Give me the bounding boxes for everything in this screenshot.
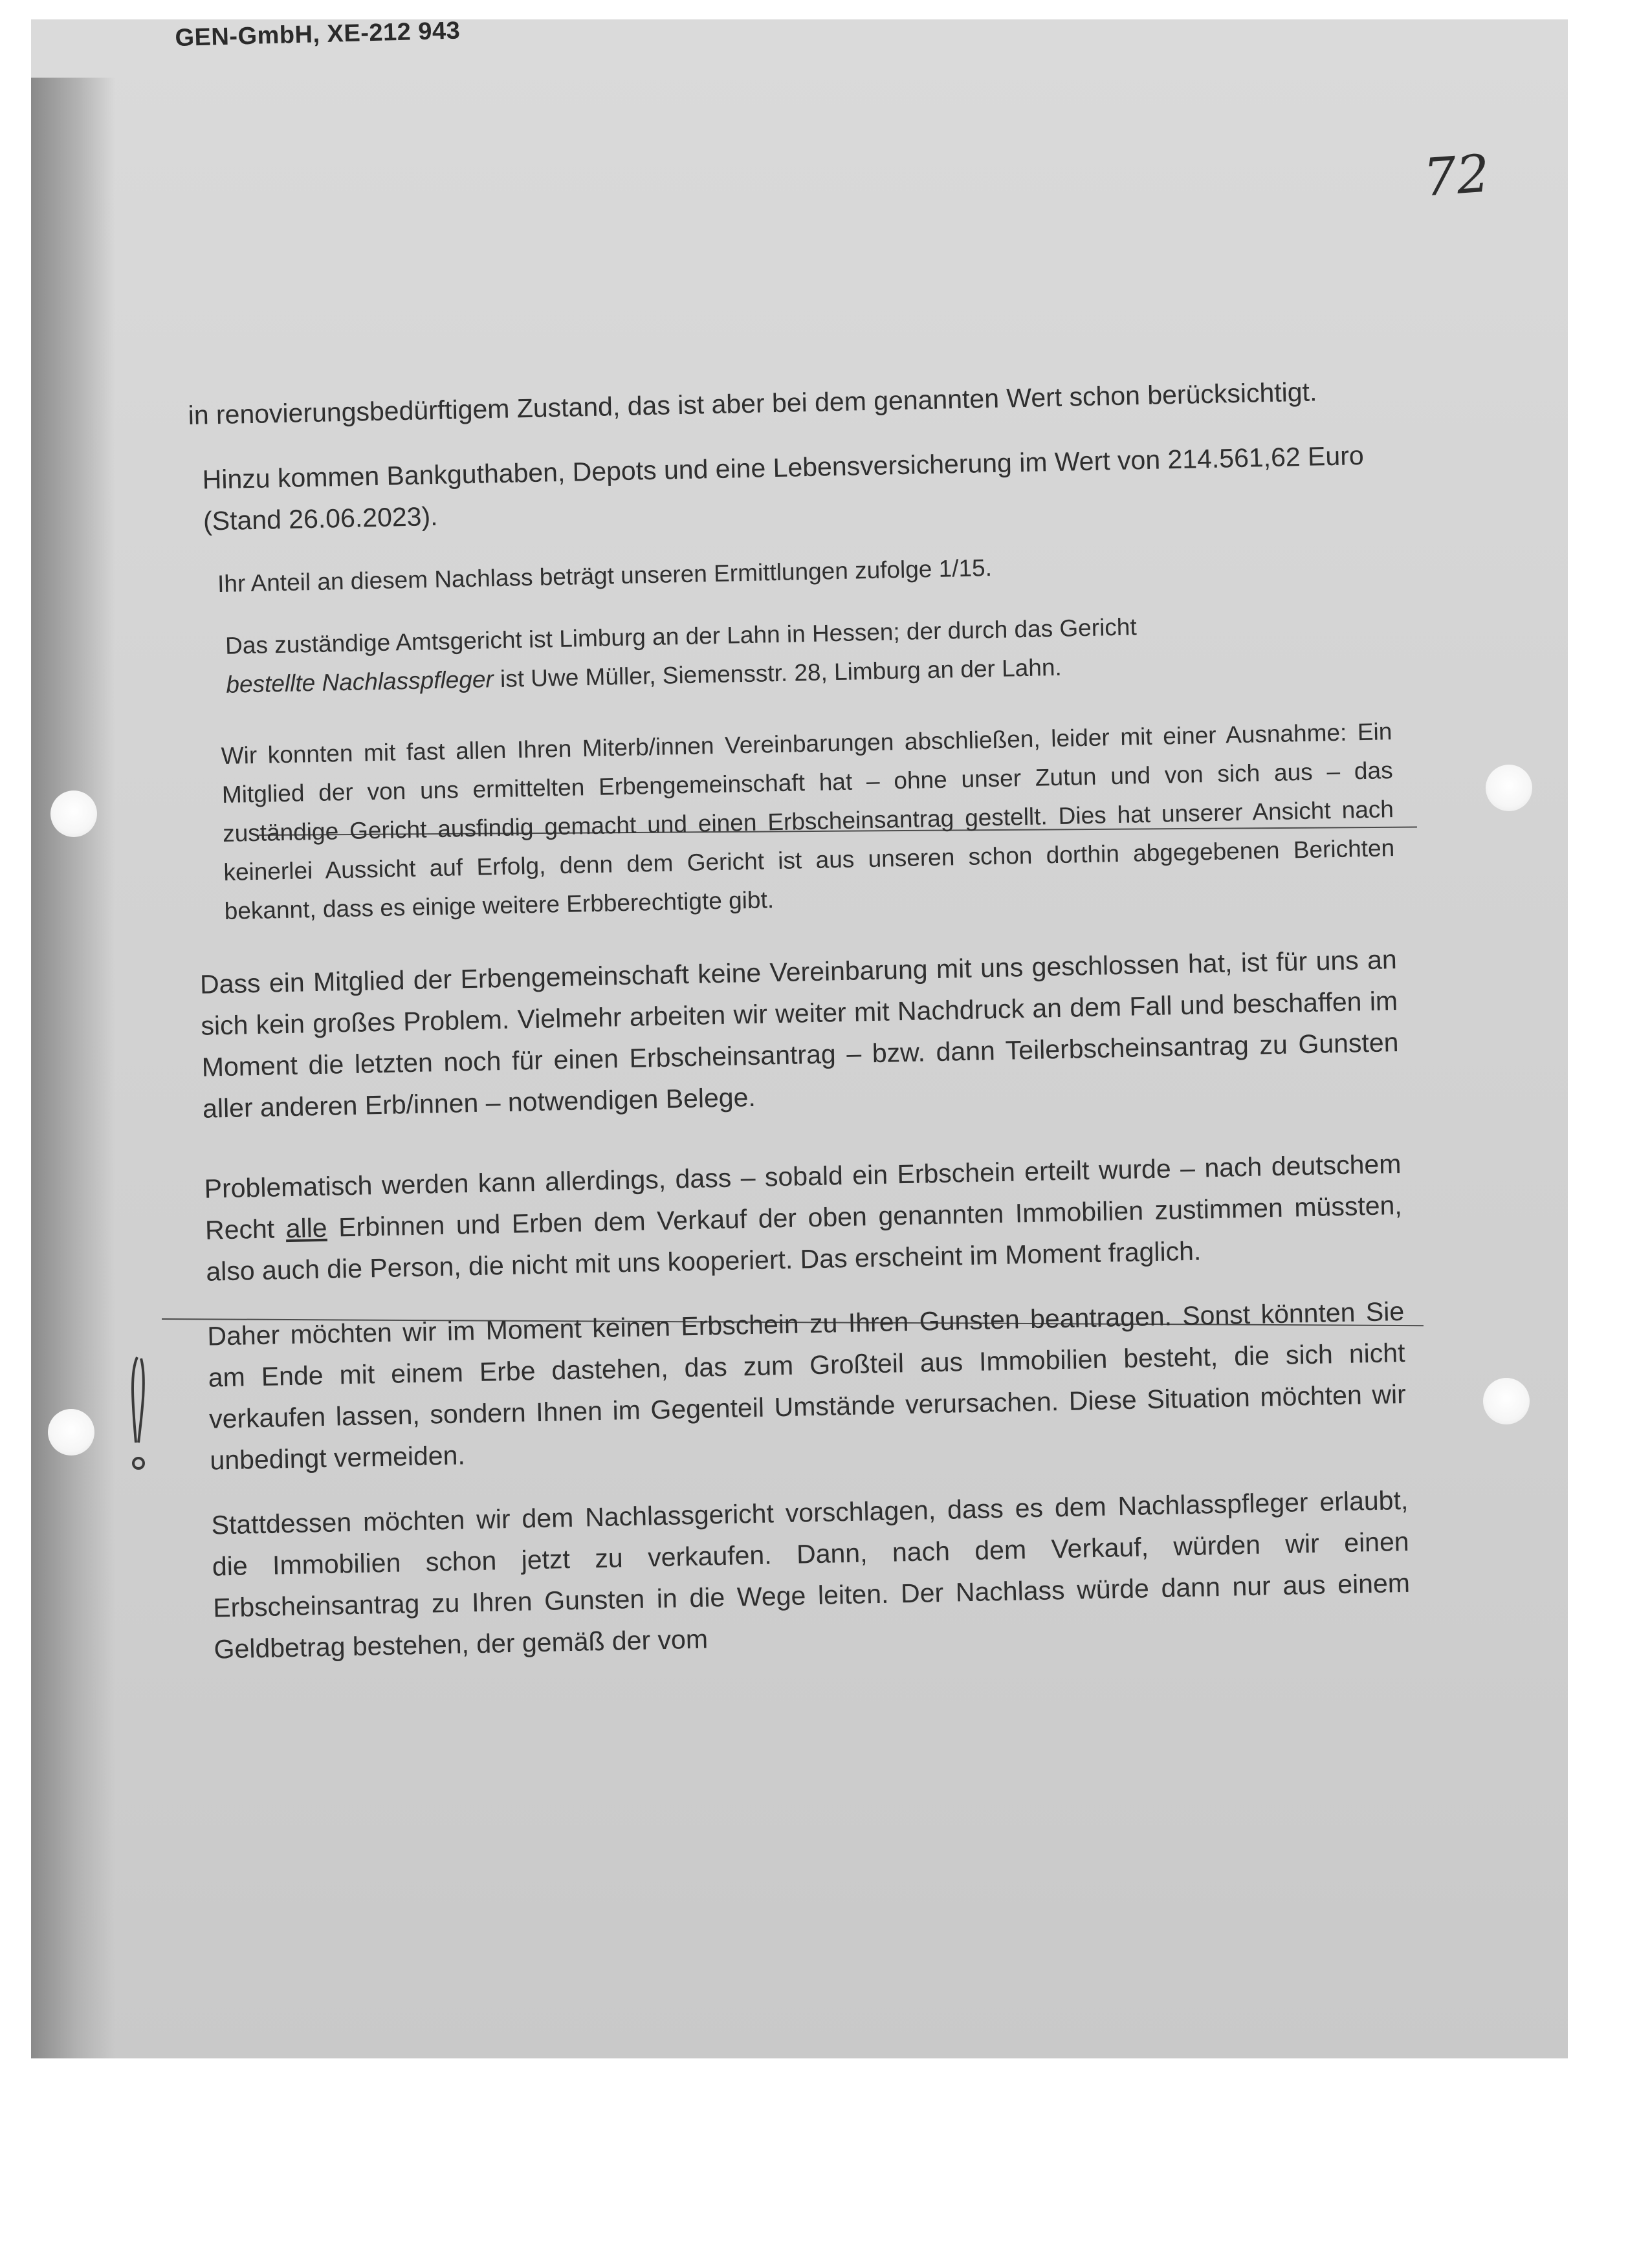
estate-curator-label: bestellte Nachlasspfleger: [225, 666, 494, 698]
paragraph-court-info: [225, 602, 1391, 704]
estate-curator-details: ist Uwe Müller, Siemensstr. 28, Limburg an der Lahn.: [493, 653, 1062, 693]
problem-text-emphasis: alle: [285, 1212, 328, 1244]
paragraph-bank-assets: Hinzu kommen Bankguthaben, Depots und eine Lebensversicherung im Wert von 214.561,62 Euro (Stand 26.06.2023).: [202, 440, 1365, 536]
letter-body: [188, 369, 1412, 1693]
punch-hole-right-lower: [1483, 1378, 1530, 1424]
paragraph-inheritance-share: Ihr Anteil an diesem Nachlass beträgt unseren Ermittlungen zufolge 1/15.: [217, 554, 993, 598]
scan-edge-shadow: [31, 78, 115, 2058]
paragraph-co-heirs-agreements: Wir konnten mit fast allen Ihren Miterb/innen Vereinbarungen abschließen, leider mit einer Ausnahme: Ein Mitglied der von uns ermittelten Erbengemeinschaft hat – ohne unser Zutun und von sich aus – das zuständige Gericht ausfindig gemacht und einen Erbscheinsantrag gestellt. Dies hat unserer Ansicht nach keinerlei Aussicht auf Erfolg, denn dem Gericht ist aus unseren schon dorthin abgegebenen Berichten bekannt, dass es einige weitere Erbberechtigte gibt.: [221, 718, 1395, 924]
punch-hole-right-upper: [1486, 765, 1532, 811]
paragraph-proposal: Stattdessen möchten wir dem Nachlassgericht vorschlagen, dass es dem Nachlasspfleger erlaubt, die Immobilien schon jetzt zu verkaufen. Dann, nach dem Verkauf, würden wir einen Erbscheinsantrag zu Ihren Gunsten in die Wege leiten. Der Nachlass würde dann nur aus einem Geldbetrag bestehen, der gemäß der vom: [211, 1485, 1411, 1664]
problem-text-end: Erbinnen und Erben dem Verkauf der oben genannten Immobilien zustimmen müssten, also auch die Person, die nicht mit uns kooperiert. Das erscheint im Moment fraglich.: [205, 1190, 1403, 1287]
handwritten-page-number: 72: [1421, 143, 1491, 208]
punch-hole-left-upper: [50, 791, 97, 837]
problem-text-start: Problematisch werden kann allerdings, dass – sobald ein Erbschein erteilt wurde – nach deutschem Recht: [204, 1148, 1402, 1245]
paragraph-property-condition: in renovierungsbedürftigem Zustand, das ist aber bei dem genannten Wert schon berücksichtigt.: [188, 376, 1317, 430]
punch-hole-left-lower: [48, 1409, 94, 1456]
header-reference: GEN-GmbH, XE-212 943: [175, 17, 461, 52]
court-info-text: Das zuständige Amtsgericht ist Limburg an der Lahn in Hessen; der durch das Gericht: [225, 613, 1138, 659]
paragraph-no-problem: Dass ein Mitglied der Erbengemeinschaft keine Vereinbarung mit uns geschlossen hat, ist für uns an sich kein großes Problem. Vielmehr arbeiten wir weiter mit Nachdruck an dem Fall und beschaffen im Moment die letzten noch für einen Erbscheinsantrag – bzw. dann Teilerbscheinsantrag zu Gunsten aller anderen Erb/innen – notwendigen Belege.: [199, 944, 1399, 1124]
paragraph-no-certificate: Daher möchten wir im Moment keinen Erbschein zu Ihren Gunsten beantragen. Sonst könnten Sie am Ende mit einem Erbe dastehen, das zum Großteil aus Immobilien besteht, die sich nicht verkaufen lassen, sondern Ihnen im Gegenteil Umstände verursachen. Diese Situation möchten wir unbedingt vermeiden.: [207, 1296, 1407, 1476]
paragraph-problem-consent: [204, 1143, 1403, 1292]
handwritten-exclamation-icon: [123, 1352, 155, 1475]
